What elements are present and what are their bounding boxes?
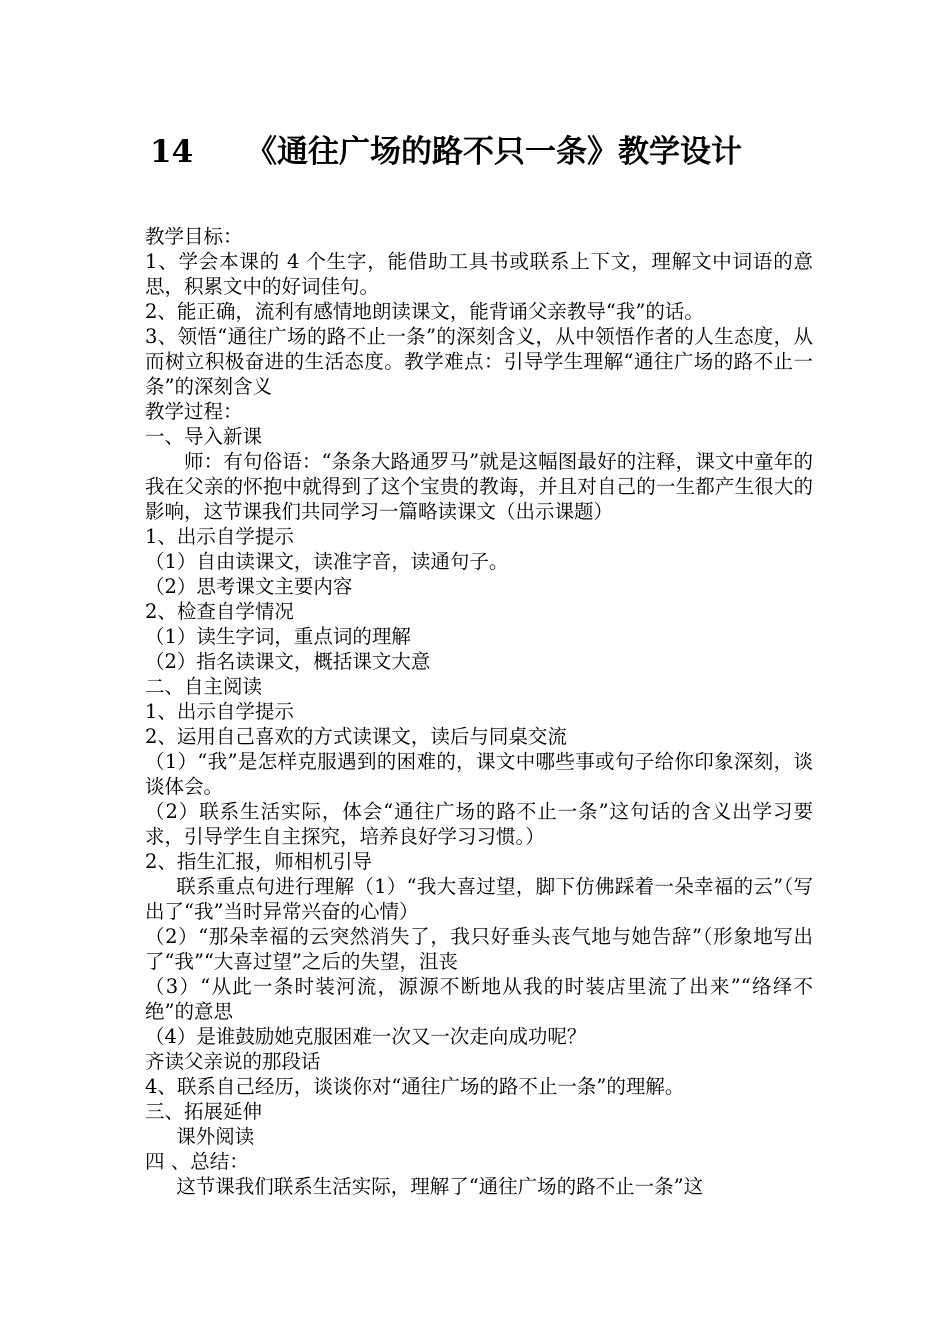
paragraph: （1）读生字词，重点词的理解 [145, 625, 411, 648]
paragraph: （2）“那朵幸福的云突然消失了，我只好垂头丧气地与她告辞”（形象地写出了“我”“大喜过望”之后的失望，沮丧 [145, 925, 813, 973]
paragraph: 师：有句俗语：“条条大路通罗马”就是这幅图最好的注释，课文中童年的我在父亲的怀抱中就得到了这个宝贵的教诲，并且对自己的一生都产生很大的影响，这节课我们共同学习一篇略读课文（出示课题） [145, 450, 813, 523]
paragraph: 3、领悟“通往广场的路不止一条”的深刻含义，从中领悟作者的人生态度，从而树立积极奋进的生活态度。教学难点：引导学生理解“通往广场的路不止一条”的深刻含义 [145, 325, 813, 398]
paragraph: （2）指名读课文，概括课文大意 [145, 650, 431, 673]
paragraph: 2、能正确，流利有感情地朗读课文，能背诵父亲教导“我”的话。 [145, 300, 704, 323]
paragraph: 2、运用自己喜欢的方式读课文，读后与同桌交流 [145, 725, 567, 748]
paragraph: 课外阅读 [176, 1125, 255, 1148]
paragraph: 教学过程： [145, 400, 243, 423]
document-body [145, 224, 813, 1199]
paragraph: 4、联系自己经历，谈谈你对“通往广场的路不止一条”的理解。 [145, 1075, 685, 1098]
paragraph: 一、导入新课 [145, 425, 263, 448]
paragraph: （3）“从此一条时装河流，源源不断地从我的时装店里流了出来”“络绎不绝”的意思 [145, 975, 813, 1023]
paragraph: 1、出示自学提示 [145, 700, 294, 723]
lesson-number: 14 [150, 134, 194, 170]
paragraph: 1、出示自学提示 [145, 525, 294, 548]
paragraph: 1、学会本课的 4 个生字，能借助工具书或联系上下文，理解文中词语的意思，积累文中的好词佳句。 [145, 250, 813, 298]
document-title [150, 128, 830, 176]
paragraph: 三、拓展延伸 [145, 1100, 263, 1123]
paragraph: （1）自由读课文，读准字音，读通句子。 [145, 550, 509, 573]
paragraph: 教学目标： [145, 225, 243, 248]
paragraph: （1）“我”是怎样克服遇到的困难的，课文中哪些事或句子给你印象深刻，谈谈体会。 [145, 750, 813, 798]
paragraph: 四 、总结： [145, 1150, 249, 1173]
paragraph: （2）联系生活实际，体会“通往广场的路不止一条”这句话的含义出学习要求，引导学生自主探究，培养良好学习习惯。） [145, 800, 813, 848]
paragraph: 2、指生汇报，师相机引导 [145, 850, 372, 873]
paragraph: 2、检查自学情况 [145, 600, 294, 623]
lesson-title: 《通往广场的路不只一条》教学设计 [246, 134, 742, 170]
paragraph: （4）是谁鼓励她克服困难一次又一次走向成功呢？ [145, 1025, 587, 1048]
paragraph: 这节课我们联系生活实际，理解了“通往广场的路不止一条”这 [176, 1175, 704, 1198]
paragraph: 联系重点句进行理解（1）“我大喜过望，脚下仿佛踩着一朵幸福的云”（写出了“我”当时异常兴奋的心情） [145, 875, 813, 923]
paragraph: （2）思考课文主要内容 [145, 575, 353, 598]
paragraph: 二、自主阅读 [145, 675, 263, 698]
paragraph: 齐读父亲说的那段话 [145, 1050, 321, 1073]
